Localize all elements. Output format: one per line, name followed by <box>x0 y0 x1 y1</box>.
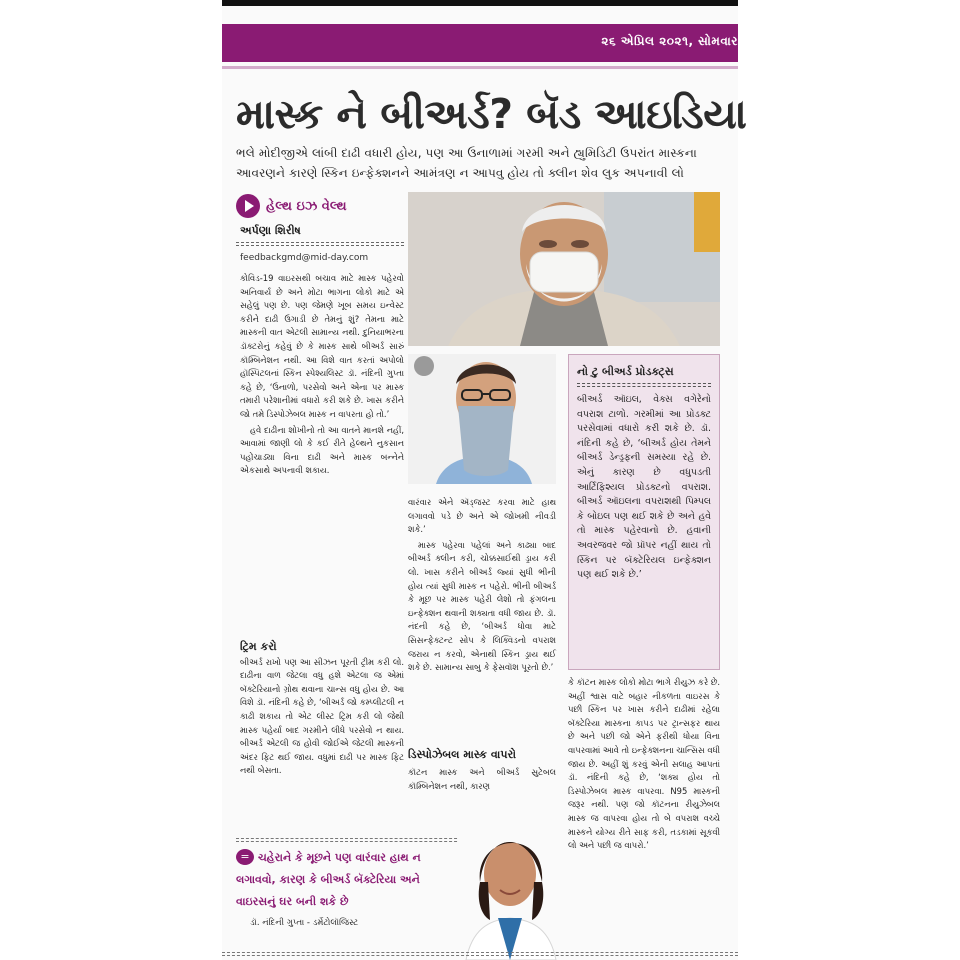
paragraph: કૉટન માસ્ક અને બીઅર્ડ સુટેબલ કૉમ્બિનેશન નથી, કારણ <box>408 767 556 791</box>
sidebar-title: નો ટુ બીઅર્ડ પ્રોડક્ટ્સ <box>577 365 674 378</box>
man-with-face-cover-photo <box>408 354 556 484</box>
sidebar-divider <box>577 383 711 387</box>
byline-divider <box>236 242 404 246</box>
section-tag <box>236 194 347 218</box>
man-in-mask-illustration <box>408 192 720 346</box>
man-with-face-cover-illustration <box>408 354 556 484</box>
article-column-3 <box>568 676 720 855</box>
section-tag-label: હેલ્થ ઇઝ વેલ્થ <box>266 198 347 214</box>
paragraph: કોવિડ-19 વાઇરસથી બચાવ માટે માસ્ક પહેરવો અનિવાર્ય છે અને મોટા ભાગના લોકો માટે એ સહેલું પણ છે. પણ જેમણે ખૂબ સમય ઇન્વેસ્ટ કરીને દાઢી ઉગાડી છે તેમનું શું? તેમના માટે માસ્કની વાત એટલી સામાન્ય નથી. દુનિયાભરના ડૉક્ટરોનું કહેવું છે કે માસ્ક સાથે બીઅર્ડ સારું કૉમ્બિનેશન નથી. આ વિશે વાત કરતાં અપોલો હૉસ્પિટલનાં સ્કિન સ્પેશ્યલિસ્ટ ડૉ. નંદિની ગુપ્તા કહે છે, ‘ઉનાળો, પરસેવો અને એના પર માસ્ક તમારી પરેશાનીમાં વધારો કરી શકે છે. ખાસ કરીને જો તમે ડિસ્પોઝેબલ માસ્ક ન વાપરતા હો તો.’ <box>240 273 404 419</box>
pullquote-divider <box>236 838 462 842</box>
article-column-2 <box>408 496 556 677</box>
headline: માસ્ક ને બીઅર્ડ? બૅડ આઇડિયા <box>236 90 747 138</box>
paragraph: બીઅર્ડ રાખો પણ આ સીઝન પૂરતી ટ્રીમ કરી લો. દાઢીના વાળ જેટલા વધુ હશે એટલા જ એમાં બૅક્ટેરિયાનો ગ્રોથ થવાના ચાન્સ વધુ હોય છે. આ વિશે ડૉ. નંદિની કહે છે, ‘બીઅર્ડ જો કમ્પ્લીટલી ન કાઢી શકાય તો એટ લીસ્ટ ટ્રિમ કરી લો જેથી માસ્ક પહેર્યા બાદ ગરમીને લીધે પરસેવો ન થાય. બીઅર્ડ એટલી જ હોવી જોઈએ જેટલી માસ્કની અંદર ફિટ થઈ જાય. વધુમાં દાઢી પર માસ્ક ફિટ નથી બેસતા. <box>240 656 404 776</box>
subhead: ભલે મોદીજીએ લાંબી દાઢી વધારી હોય, પણ આ ઉનાળામાં ગરમી અને હ્યુમિડિટી ઉપરાંત માસ્કના આવરણને કારણે સ્કિન ઇન્ફેક્શનને આમંત્રણ ન આપવુ હોય તો ક્લીન શેવ લુક અપનાવી લો <box>236 146 697 180</box>
date-text: ૨૬ એપ્રિલ ૨૦૨૧, સોમવાર <box>601 34 738 48</box>
author-name: અર્પણા શિરીષ <box>240 224 301 237</box>
pullquote-attribution: ડૉ. નંદિની ગુપ્તા - ડર્મેટોલૉજિસ્ટ <box>250 918 359 928</box>
doctor-portrait-illustration <box>458 812 562 960</box>
article-column-2-lower <box>408 766 556 795</box>
top-rule <box>222 0 738 6</box>
date-bar <box>222 24 738 62</box>
sidebar-body: બીઅર્ડ ઑઇલ, વેક્સ વગેરેનો વપરાશ ટાળો. ગરમીમાં આ પ્રોડક્ટ પરસેવામાં વધારો કરી શકે છે. ડૉ. નંદિની કહે છે, ‘બીઅર્ડ હોય તેમને બીઅર્ડ ડેન્ડ્રફની સમસ્યા રહે છે. એનું કારણ છે વધુપડતી આર્ટિફિશ્યલ પ્રોડક્ટનો વપરાશ. બીઅર્ડ ઑઇલના વપરાશથી પિમ્પલ કે બોઇલ પણ થઈ શકે છે અને હવે તો માસ્ક પહેરવાનો છે. હવાની અવરજવર જો પ્રૉપર નહીં થાય તો સ્કિન પર બૅક્ટેરિયલ ઇન્ફેક્શન પણ થઈ શકે છે.’ <box>577 394 711 581</box>
author-email: feedbackgmd@mid-day.com <box>240 253 369 263</box>
paragraph: હવે દાઢીના શોખીનો તો આ વાતને માનશે નહીં, આવામાં જાણી લો કે કઈ રીતે હેલ્થને નુકસાન પહોંચાડ્યા વિના દાઢી અને માસ્ક બન્નેને એકસાથે અપનાવી શકાય. <box>240 424 404 476</box>
play-bullet-icon <box>236 194 260 218</box>
paragraph: માસ્ક પહેરવા પહેલાં અને કાઢ્યા બાદ બીઅર્ડ ક્લીન કરી, ચોક્કસાઈથી ડ્રાય કરી લો. ખાસ કરીને બીઅર્ડ જ્યાં સુધી ભીની હોય ત્યાં સુધી માસ્ક ન પહેરો. ભીની બીઅર્ડ કે મૂછ પર માસ્ક પહેરી લેશો તો ફંગલના ઇન્ફેક્શન થવાની શક્યતા વધી જાય છે. ડૉ. નંદની કહે છે, ‘બીઅર્ડ ધોવા માટે સિસન્ફેક્ટન્ટ સોપ કે લિક્વિડનો વપરાશ જરાય ન કરવો, એનાથી સ્કિન ડ્રાય થઈ શકે છે. સામાન્ય સાબુ કે ફેસવૉશ પૂરતો છે.’ <box>408 539 556 673</box>
subheading-disposable-mask: ડિસ્પોઝેબલ માસ્ક વાપરો <box>408 748 516 761</box>
man-in-mask-photo <box>408 192 720 346</box>
article-column-1-lower <box>240 636 404 780</box>
article-column-1 <box>240 272 404 480</box>
paragraph: વારંવાર એને ઍડ્જસ્ટ કરવા માટે હાથ લગાવવો પડે છે અને એ જોખમી નીવડી શકે.’ <box>408 497 556 535</box>
newspaper-page <box>222 0 747 960</box>
sidebar-box <box>568 354 720 670</box>
doctor-portrait-photo <box>458 812 562 960</box>
pullquote-text: ચહેરાને કે મૂછને પણ વારંવાર હાથ ન લગાવવો, કારણ કે બીઅર્ડ બૅક્ટેરિયા અને વાઇરસનું ઘર બની શકે છે <box>236 851 421 908</box>
date-underline <box>222 66 738 69</box>
bottom-divider <box>222 952 738 956</box>
subheading-trim: ટ્રિમ કરો <box>240 640 277 653</box>
paragraph: કે કૉટન માસ્ક લોકો મોટા ભાગે રીયુઝ કરે છે. અહીં શ્વાસ વાટે બહાર નીકળતા વાઇરસ કે પછી સ્કિન પર ખાસ કરીને દાઢીમાં રહેલા બૅક્ટેરિયા માસ્કના કાપડ પર ટ્રાન્સફર થાય છે અને પછી જો એને ફરીથી ધોયા વિના વાપરવામાં આવે તો ઇન્ફેક્શનના ચાન્સિસ વધી જાય છે. અહીં શું કરવું એની સલાહ આપતાં ડૉ. નંદિની કહે છે, ‘શક્ય હોય તો ડિસ્પોઝેબલ માસ્ક વાપરવા. N95 માસ્કની જરૂર નથી. પણ જો કૉટનના રીયુઝેબલ માસ્ક જ વાપરવા હોય તો બે વપરાશ વચ્ચે માસ્કને યોગ્ય રીતે સાફ કરી, તડકામાં સૂકવી લો અને પછી જ વાપરો.’ <box>568 677 720 851</box>
pullquote <box>236 846 462 912</box>
equals-bullet-icon: = <box>236 849 254 865</box>
